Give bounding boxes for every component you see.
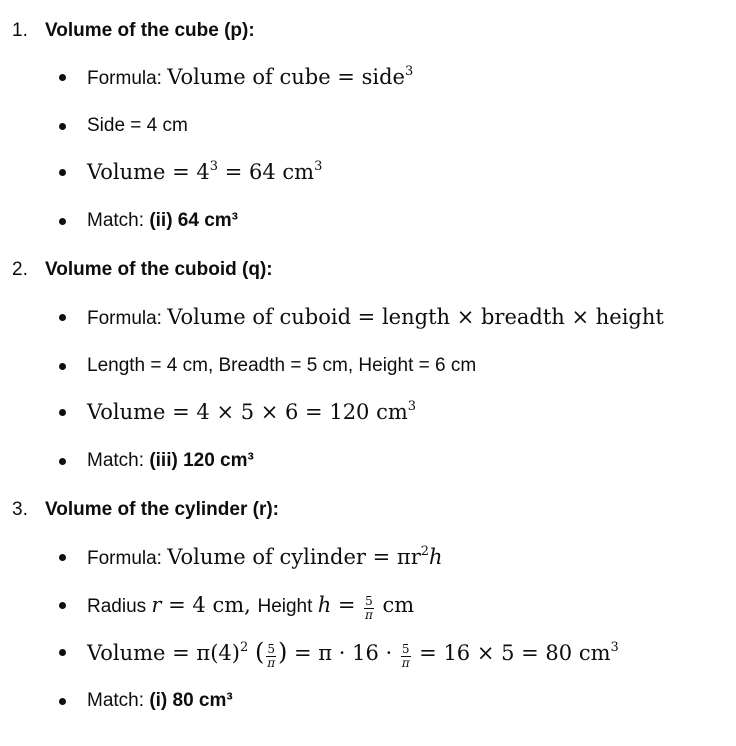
formula-label: Formula: <box>87 68 162 89</box>
list-item <box>0 636 736 668</box>
list-item <box>0 301 736 333</box>
dims-text: Length = 4 cm, Breadth = 5 cm, Height = 6 cm <box>87 355 477 376</box>
fraction: $\frac{5}{\pi}$ <box>267 642 276 670</box>
bullet-dot <box>59 218 66 225</box>
section-number: 1. <box>12 20 28 41</box>
section-number: 2. <box>12 259 28 280</box>
bullet-dot <box>59 458 66 465</box>
section-number: 3. <box>12 499 28 520</box>
section-title: Volume of the cylinder (r): <box>45 499 280 520</box>
bullet-dot <box>59 314 66 321</box>
list-item <box>0 589 736 621</box>
section-title: Volume of the cube (p): <box>45 20 255 41</box>
formula-math: Volume of cylinder = $\pi r^2h$ <box>167 544 443 569</box>
volume-math: Volume = $4^3 = 64$ $cm^3$ <box>87 159 323 184</box>
radius-label: Radius <box>87 596 152 617</box>
list-item <box>0 445 736 477</box>
match-label: Match: <box>87 450 145 471</box>
formula-math: Volume of cuboid = length × breadth × height <box>167 305 664 329</box>
formula-math: Volume of cube = side$^3$ <box>167 64 414 89</box>
list-item <box>0 205 736 237</box>
formula-label: Formula: <box>87 548 162 569</box>
list-item <box>0 396 736 428</box>
side-text: Side = 4 cm <box>87 115 188 136</box>
bullet-dot <box>59 74 66 81</box>
match-value: (ii) 64 cm³ <box>149 210 239 231</box>
list-item <box>0 110 736 142</box>
bullet-dot <box>59 123 66 130</box>
list-item <box>0 541 736 573</box>
match-label: Match: <box>87 690 145 711</box>
section-title: Volume of the cuboid (q): <box>45 259 273 280</box>
radius-math: r = 4 cm, <box>151 593 258 617</box>
bullet-dot <box>59 409 66 416</box>
section-heading <box>12 17 255 45</box>
formula-label: Formula: <box>87 308 162 329</box>
height-math: h = $\frac{5}{\pi}$ cm <box>317 593 415 622</box>
fraction: $\frac{5}{\pi}$ <box>365 594 373 622</box>
volume-math: Volume = 4 × 5 × 6 = 120 $cm^3$ <box>87 399 417 424</box>
list-item <box>0 685 736 717</box>
bullet-dot <box>59 698 66 705</box>
section-heading <box>12 256 273 284</box>
fraction: $\frac{5}{\pi}$ <box>401 642 410 670</box>
bullet-dot <box>59 602 66 609</box>
match-value: (i) 80 cm³ <box>149 690 233 711</box>
height-label: Height <box>257 596 318 617</box>
volume-math: Volume = $\pi(4)^2$ ( $\frac{5}{\pi}$ ) = π · 16 · $\frac{5}{\pi}$ = 16 × 5 = 80 $cm^3$ <box>87 638 619 670</box>
list-item <box>0 156 736 188</box>
section-heading <box>12 496 279 524</box>
bullet-dot <box>59 649 66 656</box>
list-item <box>0 350 736 382</box>
match-label: Match: <box>87 210 145 231</box>
list-item <box>0 61 736 93</box>
bullet-dot <box>59 169 66 176</box>
bullet-dot <box>59 363 66 370</box>
bullet-dot <box>59 554 66 561</box>
match-value: (iii) 120 cm³ <box>149 450 254 471</box>
